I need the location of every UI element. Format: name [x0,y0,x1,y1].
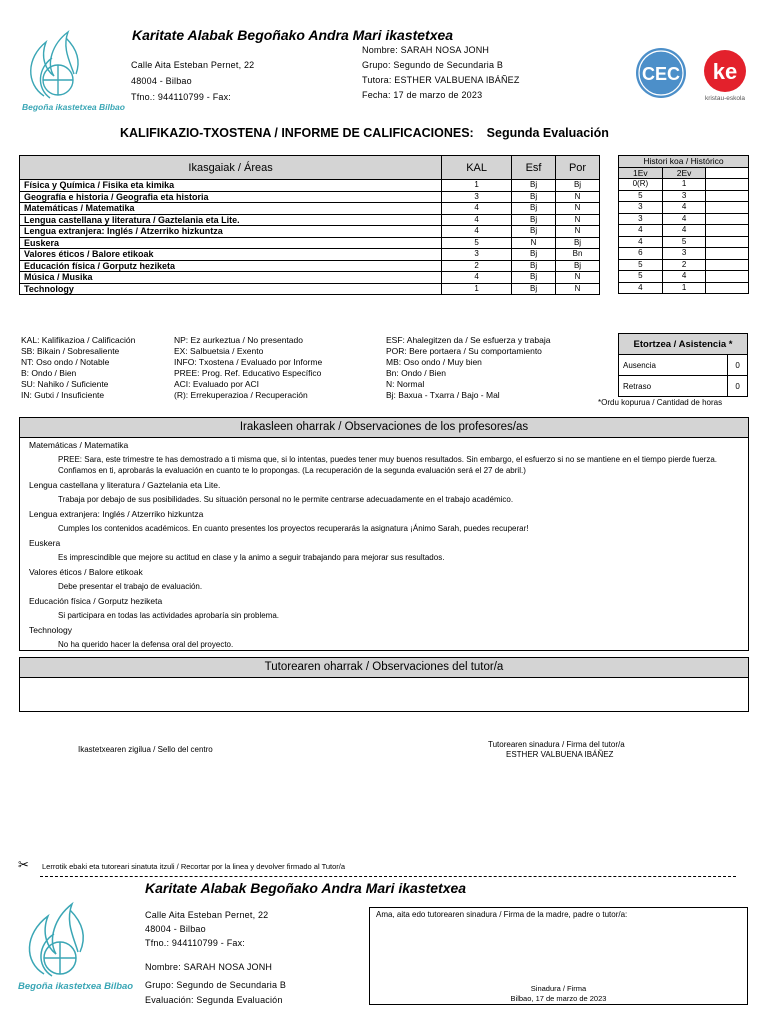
history-1ev-cell: 4 [619,282,663,294]
attendance-delay-value: 0 [728,376,748,397]
history-empty-cell [706,236,749,248]
subject-cell: Valores éticos / Balore etikoak [20,249,442,261]
parent-signature-box [369,907,748,1005]
observation-subject: Matemáticas / Matematika [29,440,129,450]
subject-cell: Geografía e historia / Geografia eta historia [20,191,442,203]
attendance-table [618,333,748,397]
history-row [619,271,749,283]
history-row [619,179,749,191]
logo-text: Begoña ikastetxea Bilbao [22,102,125,112]
kal-cell: 4 [442,214,512,226]
evaluation-name: Segunda Evaluación [486,126,609,140]
observation-subject: Lengua castellana y literatura / Gaztelania eta Lite. [29,480,221,490]
ke-logo-text: ke [712,59,738,84]
history-2ev-cell: 4 [662,202,706,214]
parent-signature-caption: Sinadura / Firma [530,984,587,993]
grade-row [20,272,600,284]
grades-table [19,155,600,295]
cut-instructions: Lerrotik ebaki eta tutoreari sinatuta itzuli / Recortar por la linea y devolver firmado al Tutor/a [42,862,346,871]
history-1ev-cell: 6 [619,248,663,260]
student-info [362,43,520,103]
school-logo [16,18,125,113]
subject-cell: Matemáticas / Matematika [20,203,442,215]
esf-cell: Bj [512,191,556,203]
school-phone: Tfno.: 944110799 - Fax: [131,92,231,102]
footer-student-name: Nombre: SARAH NOSA JONH [145,962,273,972]
observations-list [20,438,748,650]
history-row [619,213,749,225]
observation-text: Trabaja por debajo de sus posibilidades. Su situación personal no le permite centrarse adecuadamente en el trabajo académico. [58,495,514,504]
report-title [120,126,609,140]
por-cell: N [556,272,600,284]
history-row [619,236,749,248]
observation-subject: Technology [29,625,73,635]
observation-text: PREE: Sara, este trimestre te has demostrado a ti misma que, si lo intentas, puedes tener muy buenos resultados. Sin embargo, el esfuerzo si no se mantiene en el tiempo pierde fuerza. Confiamos en ti, aprobarás la evaluación en cuanto te lo propongas. (La recuperación de la segunda evaluación será el 27 de abril.) [58,455,718,475]
history-2ev-cell: 4 [662,271,706,283]
legend-item: IN: Gutxi / Insuficiente [21,390,105,400]
history-col-1ev: 1Ev [619,167,663,179]
history-row [619,282,749,294]
subject-cell: Música / Musika [20,272,442,284]
esf-cell: N [512,237,556,249]
legend-item: EX: Salbuetsia / Exento [174,346,264,356]
school-address: Calle Aita Esteban Pernet, 22 [131,60,255,70]
cut-line [40,876,736,877]
history-2ev-cell: 4 [662,213,706,225]
legend-item: B: Ondo / Bien [21,368,77,378]
observation-text: Si participara en todas las actividades aprobaría sin problema. [58,611,280,620]
por-cell: Bn [556,249,600,261]
school-city: 48004 - Bilbao [131,76,192,86]
grade-row [20,191,600,203]
por-cell: N [556,226,600,238]
footer-logo-text: Begoña ikastetxea Bilbao [18,981,134,992]
tutor-observations-text [20,678,748,686]
history-empty-cell [706,248,749,260]
esf-cell: Bj [512,226,556,238]
attendance-absence-label: Ausencia [619,355,728,376]
student-tutor: Tutora: ESTHER VALBUENA IBÁÑEZ [362,75,520,85]
footer-address: Calle Aita Esteban Pernet, 22 [145,910,269,920]
history-empty-cell [706,190,749,202]
legend-item: MB: Oso ondo / Muy bien [386,357,482,367]
kal-cell: 4 [442,272,512,284]
teacher-observations-box [19,417,749,651]
footer-city: 48004 - Bilbao [145,924,206,934]
attendance-note: *Ordu kopurua / Cantidad de horas [598,398,723,407]
footer-address-block [145,908,268,950]
history-empty-cell [706,213,749,225]
tutor-observations-title: Tutorearen oharrak / Observaciones del tutor/a [20,658,748,678]
legend-item: SB: Bikain / Sobresaliente [21,346,120,356]
kal-cell: 1 [442,180,512,192]
history-2ev-cell: 4 [662,225,706,237]
legend-item: Bn: Ondo / Bien [386,368,447,378]
subject-cell: Technology [20,283,442,295]
history-empty-cell [706,259,749,271]
history-title: Histori koa / Histórico [619,156,749,168]
por-cell: N [556,214,600,226]
subject-column-header: Ikasgaiak / Áreas [20,156,442,180]
kal-cell: 3 [442,191,512,203]
history-2ev-cell: 5 [662,236,706,248]
subject-cell: Educación física / Gorputz heziketa [20,260,442,272]
student-name: Nombre: SARAH NOSA JONH [362,45,490,55]
history-col-2ev: 2Ev [662,167,706,179]
legend-item: PREE: Prog. Ref. Educativo Específico [174,368,322,378]
legend-item: NT: Oso ondo / Notable [21,357,110,367]
history-1ev-cell: 4 [619,225,663,237]
footer-evaluation: Evaluación: Segunda Evaluación [145,995,283,1005]
tutor-signature-label: Tutorearen sinadura / Firma del tutor/a [488,740,625,749]
history-1ev-cell: 4 [619,236,663,248]
subject-cell: Lengua castellana y literatura / Gaztelania eta Lite. [20,214,442,226]
legend-col-3 [386,335,550,401]
history-row [619,190,749,202]
subject-cell: Física y Química / Fisika eta kimika [20,180,442,192]
report-title-text: KALIFIKAZIO-TXOSTENA / INFORME DE CALIFICACIONES: [120,126,474,140]
por-cell: N [556,203,600,215]
footer-school-logo [14,892,134,992]
kal-cell: 4 [442,203,512,215]
legend-item: (R): Errekuperazioa / Recuperación [174,390,308,400]
por-cell: Bj [556,180,600,192]
esf-column-header: Esf [512,156,556,180]
attendance-absence-value: 0 [728,355,748,376]
history-empty-cell [706,225,749,237]
history-2ev-cell: 1 [662,282,706,294]
por-cell: N [556,283,600,295]
observation-subject: Valores éticos / Balore etikoak [29,567,143,577]
esf-cell: Bj [512,283,556,295]
por-column-header: Por [556,156,600,180]
history-empty-cell [706,179,749,191]
esf-cell: Bj [512,260,556,272]
esf-cell: Bj [512,180,556,192]
esf-cell: Bj [512,272,556,284]
kal-cell: 2 [442,260,512,272]
observation-text: No ha querido hacer la defensa oral del proyecto. [58,640,234,649]
observation-subject: Euskera [29,538,61,548]
footer-school-name: Karitate Alabak Begoñako Andra Mari ikastetxea [145,880,467,896]
report-date: Fecha: 17 de marzo de 2023 [362,90,483,100]
history-row [619,259,749,271]
history-row [619,225,749,237]
cec-logo [634,46,688,100]
footer-student-block [145,960,286,1008]
observation-text: Cumples los contenidos académicos. En cuanto presentes los proyectos recuperarás la asignatura ¡Ánimo Sarah, puedes recuperar! [58,524,529,533]
esf-cell: Bj [512,203,556,215]
history-empty-cell [706,202,749,214]
school-seal-label: Ikastetxearen zigilua / Sello del centro [78,745,213,754]
legend-item: ACI: Evaluado por ACI [174,379,260,389]
scissors-icon: ✂ [18,857,29,872]
history-1ev-cell: 3 [619,213,663,225]
history-empty-cell [706,282,749,294]
school-address-block [131,57,254,105]
attendance-title: Etortzea / Asistencia * [619,334,748,355]
grade-row [20,214,600,226]
esf-cell: Bj [512,214,556,226]
kal-cell: 3 [442,249,512,261]
parent-signature-date: Bilbao, 17 de marzo de 2023 [510,994,607,1003]
legend-item: KAL: Kalifikazioa / Calificación [21,335,136,345]
tutor-signature-name: ESTHER VALBUENA IBÁÑEZ [506,750,614,759]
history-2ev-cell: 3 [662,190,706,202]
por-cell: Bj [556,237,600,249]
subject-cell: Lengua extranjera: Inglés / Atzerriko hizkuntza [20,226,442,238]
observation-text: Es imprescindible que mejore su actitud en clase y la animo a seguir trabajando para mejorar sus resultados. [58,553,445,562]
legend-col-2 [174,335,322,401]
grade-row [20,203,600,215]
grade-row [20,226,600,238]
kal-cell: 4 [442,226,512,238]
history-2ev-cell: 2 [662,259,706,271]
grade-row [20,260,600,272]
kal-cell: 5 [442,237,512,249]
history-1ev-cell: 0(R) [619,179,663,191]
legend-item: INFO: Txostena / Evaluado por Informe [174,357,323,367]
school-name: Karitate Alabak Begoñako Andra Mari ikastetxea [132,27,454,43]
legend-col-1 [21,335,135,401]
ke-logo-caption: kristau-eskola [704,95,746,102]
legend-item: POR: Bere portaera / Su comportamiento [386,346,542,356]
footer-phone: Tfno.: 944110799 - Fax: [145,938,245,948]
footer-student-group: Grupo: Segundo de Secundaria B [145,980,287,990]
grade-row [20,180,600,192]
history-1ev-cell: 5 [619,271,663,283]
por-cell: Bj [556,260,600,272]
legend-item: Bj: Baxua - Txarra / Bajo - Mal [386,390,500,400]
legend-item: SU: Nahiko / Suficiente [21,379,109,389]
history-row [619,248,749,260]
kristau-eskola-logo [694,48,756,102]
parent-signature-label: Ama, aita edo tutorearen sinadura / Firma de la madre, padre o tutor/a: [376,910,628,919]
history-table [618,155,749,294]
subject-cell: Euskera [20,237,442,249]
legend-item: N: Normal [386,379,425,389]
history-2ev-cell: 3 [662,248,706,260]
history-row [619,202,749,214]
history-empty-cell [706,271,749,283]
cec-logo-text: CEC [641,64,681,84]
por-cell: N [556,191,600,203]
student-group: Grupo: Segundo de Secundaria B [362,60,504,70]
observation-subject: Educación física / Gorputz heziketa [29,596,163,606]
grades-header-row [20,156,600,180]
history-2ev-cell: 1 [662,179,706,191]
attendance-delay-label: Retraso [619,376,728,397]
teacher-observations-title: Irakasleen oharrak / Observaciones de los profesores/as [20,418,748,438]
kal-column-header: KAL [442,156,512,180]
observation-text: Debe presentar el trabajo de evaluación. [58,582,203,591]
grade-row [20,283,600,295]
legend-item: ESF: Ahalegitzen da / Se esfuerza y trabaja [386,335,551,345]
observation-subject: Lengua extranjera: Inglés / Atzerriko hizkuntza [29,509,204,519]
legend-item: NP: Ez aurkeztua / No presentado [174,335,303,345]
history-1ev-cell: 3 [619,202,663,214]
esf-cell: Bj [512,249,556,261]
grade-row [20,249,600,261]
grade-row [20,237,600,249]
history-1ev-cell: 5 [619,190,663,202]
tutor-observations-box [19,657,749,712]
history-1ev-cell: 5 [619,259,663,271]
kal-cell: 1 [442,283,512,295]
